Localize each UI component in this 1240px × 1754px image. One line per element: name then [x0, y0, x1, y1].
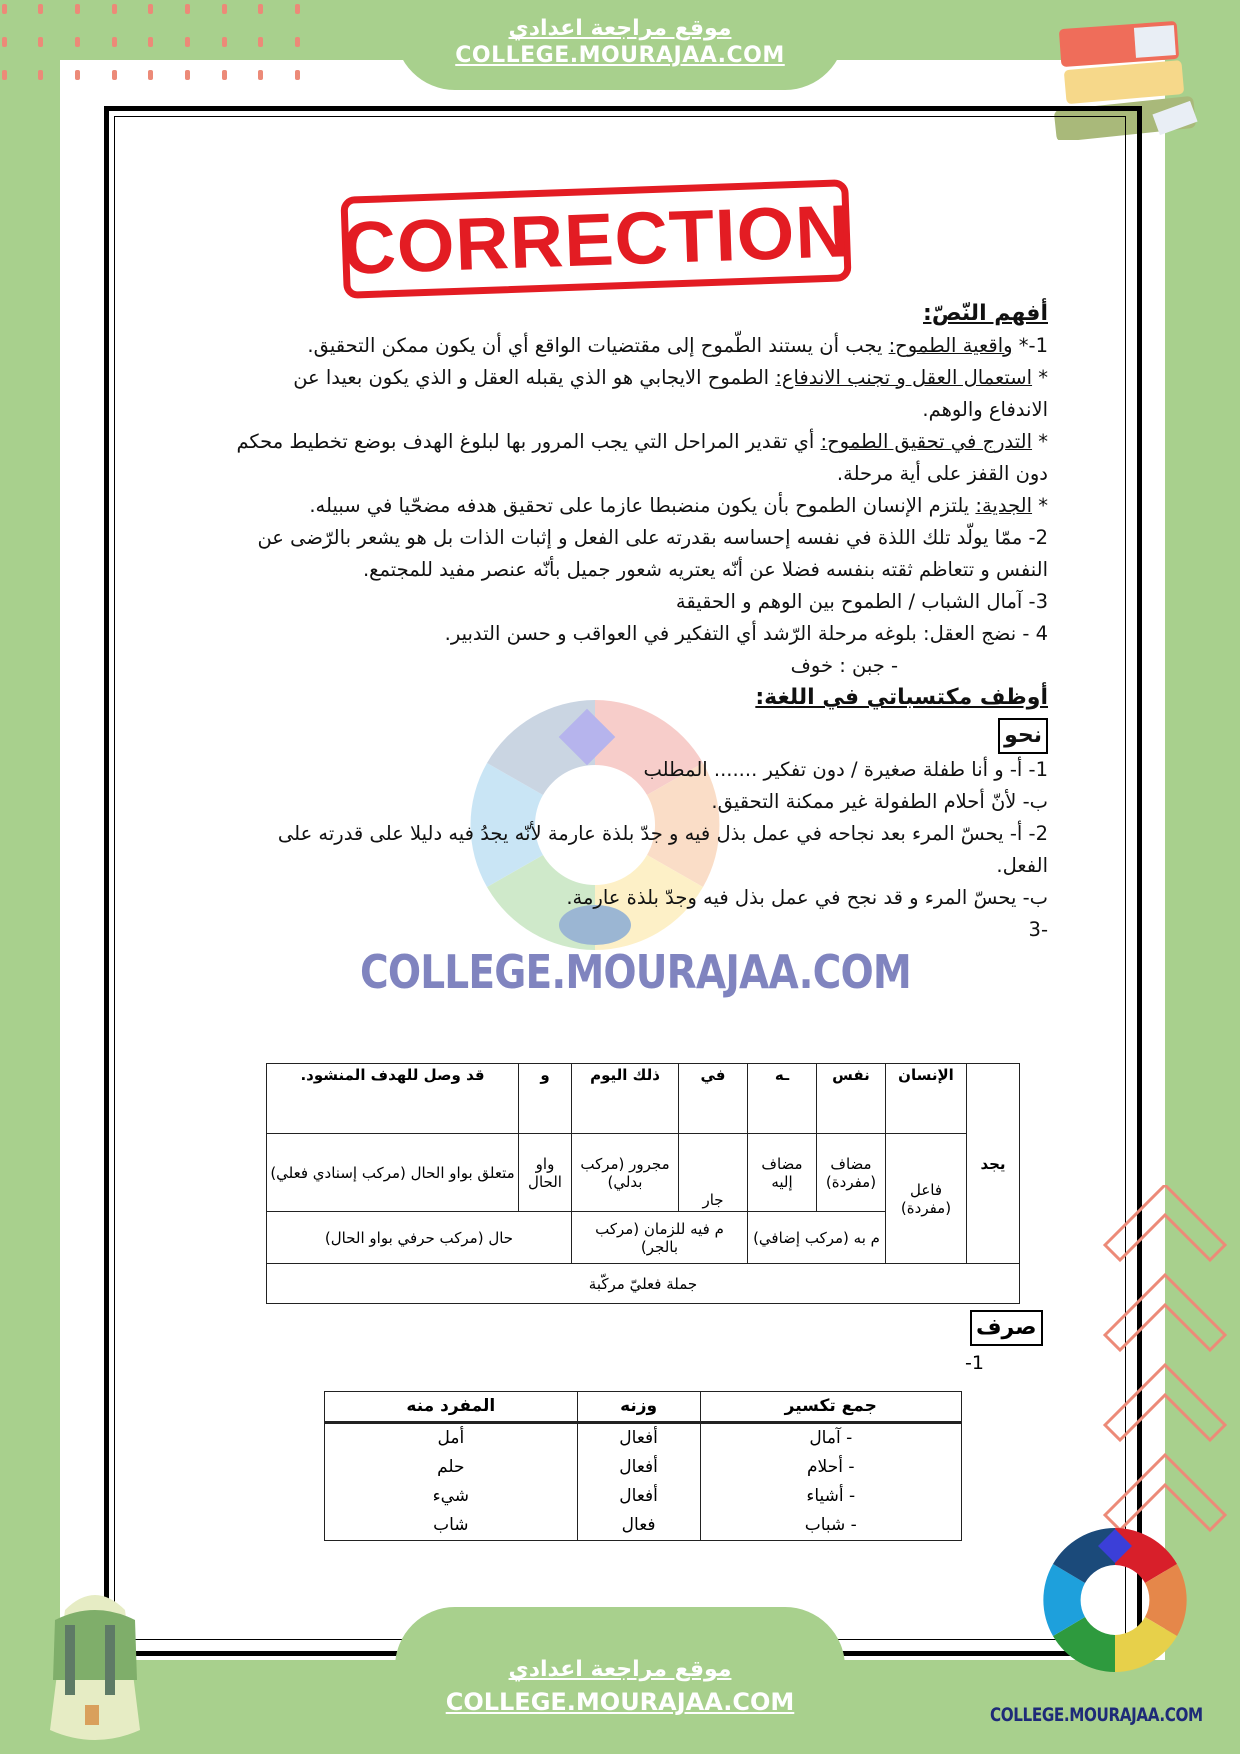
gram-role-2: مضاف (مفردة) — [817, 1134, 886, 1212]
nahw-line-3: 2- أ- يحسّ المرء بعد نجاحه في عمل بذل فيه و جدّ بلذة عارمة لأنّه يجدُ فيه دليلا على قدرته على الفعل. — [277, 822, 1048, 877]
gram-word-6: و — [519, 1064, 572, 1134]
nahw-label: نحو — [998, 718, 1048, 754]
table-row: - أشياء أفعال شيء — [325, 1482, 962, 1511]
nahw-line-2: ب- لأنّ أحلام الطفولة غير ممكنة التحقيق. — [711, 790, 1048, 813]
gram-word-4: في — [679, 1064, 748, 1134]
document-body — [232, 298, 1048, 946]
answer-1-item-3: * التدرج في تحقيق الطموح: أي تقدير المراحل التي يجب المرور بها لبلوغ الهدف بوضع تخطيط محكم دون القفز على أية مرحلة. — [236, 430, 1048, 485]
gram-function-2: م به (مركب إضافي) — [748, 1212, 886, 1264]
gram-function-4: حال (مركب حرفي بواو الحال) — [267, 1212, 572, 1264]
gram-role-6: واو الحال — [519, 1134, 572, 1212]
answer-3: 3- آمال الشباب / الطموح بين الوهم و الحقيقة — [675, 590, 1048, 613]
table-row: - آمال أفعال أمل — [325, 1423, 962, 1454]
gram-role-5: مجرور (مركب بدلي) — [572, 1134, 679, 1212]
answer-4-vocab: - جبن : خوف — [790, 654, 898, 677]
gram-role-4: جار — [679, 1134, 748, 1212]
site-domain-link[interactable]: COLLEGE.MOURAJAA.COM — [455, 43, 785, 68]
sarf-header — [970, 1310, 1043, 1346]
site-watermark-text: COLLEGE.MOURAJAA.COM — [360, 945, 911, 999]
answer-4: 4 - نضج العقل: بلوغه مرحلة الرّشد أي التفكير في العواقب و حسن التدبير. — [444, 622, 1048, 645]
table-row: - أحلام أفعال حلم — [325, 1453, 962, 1482]
nahw-line-1: 1- أ- و أنا طفلة صغيرة / دون تفكير ....... المطلب — [643, 758, 1048, 781]
correction-stamp-label: CORRECTION — [340, 188, 852, 290]
backpack-icon — [25, 1580, 165, 1750]
answer-1-item-1: 1-* واقعية الطموح: يجب أن يستند الطّموح إلى مقتضيات الواقع أي أن يكون ممكن التحقيق. — [307, 334, 1048, 357]
decorative-dots — [0, 0, 300, 90]
logo-domain-text[interactable]: COLLEGE.MOURAJAA.COM — [990, 1704, 1203, 1726]
footer-site-domain-link[interactable]: COLLEGE.MOURAJAA.COM — [445, 1688, 795, 1716]
answer-1-item-2: * استعمال العقل و تجنب الاندفاع: الطموح الايجابي هو الذي يقبله العقل و الذي يكون بعيدا عن الاندفاع والوهم. — [293, 366, 1048, 421]
section-title-language: أوظف مكتسباتي في اللغة: — [755, 685, 1048, 710]
nahw-line-5: -3 — [1028, 918, 1048, 941]
gram-word-3: ـه — [748, 1064, 817, 1134]
gram-function-0-cell — [1020, 1208, 1040, 1260]
gram-role-3: مضاف إليه — [748, 1134, 817, 1212]
header-site-banner[interactable] — [395, 0, 845, 90]
sarf-header-pattern: وزنه — [577, 1392, 700, 1423]
gram-word-7: قد وصل للهدف المنشود. — [267, 1064, 519, 1134]
sarf-label: صرف — [970, 1310, 1043, 1346]
site-logo-wheel-icon[interactable] — [1040, 1525, 1190, 1675]
section-title-comprehension: أفهم النّصّ: — [923, 301, 1048, 326]
gram-word-0: يجد — [967, 1064, 1020, 1264]
sarf-header-singular: المفرد منه — [325, 1392, 578, 1423]
footer-site-name-arabic[interactable]: موقع مراجعة اعدادي — [508, 1657, 732, 1682]
broken-plural-table — [324, 1391, 962, 1541]
answer-1-item-4: * الجدية: يلتزم الإنسان الطموح بأن يكون منضبطا عازما على تحقيق هدفه مضحّيا في سبيله. — [309, 494, 1048, 517]
sarf-header-plural: جمع تكسير — [700, 1392, 961, 1423]
table-row: - شباب فعال شاب — [325, 1511, 962, 1541]
gram-word-1: الإنسان — [886, 1064, 967, 1134]
gram-sentence-type: جملة فعليّ مركّبة — [267, 1264, 1020, 1304]
correction-stamp — [340, 179, 851, 299]
footer-site-banner[interactable] — [395, 1607, 845, 1754]
grammar-analysis-table — [266, 1063, 1020, 1304]
gram-function-1: فاعل (مفردة) — [886, 1134, 967, 1264]
answer-2: 2- ممّا يولّد تلك اللذة في نفسه إحساسه بقدرته على الفعل و إثبات الذات بل هو يشعر بالرّضى عن النفس و تتعاظم ثقته بنفسه فضلا عن أنّه يعتريه شعور جميل بأنّه عنصر مفيد للمجتمع. — [257, 526, 1048, 581]
gram-function-3: م فيه للزمان (مركب بالجر) — [572, 1212, 748, 1264]
sarf-item-number: -1 — [965, 1352, 984, 1374]
site-name-arabic[interactable]: موقع مراجعة اعدادي — [508, 16, 732, 41]
gram-word-2: نفس — [817, 1064, 886, 1134]
nahw-line-4: ب- يحسّ المرء و قد نجح في عمل بذل فيه وجدّ بلذة عارمة. — [566, 886, 1048, 909]
gram-word-5: ذلك اليوم — [572, 1064, 679, 1134]
gram-role-7: متعلق بواو الحال (مركب إسنادي فعلي) — [267, 1134, 519, 1212]
